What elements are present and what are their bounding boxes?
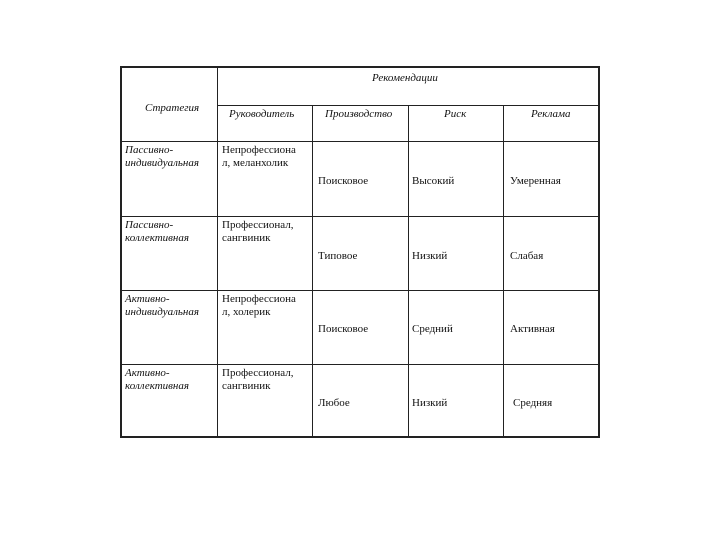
grid-line (122, 290, 600, 291)
row-leader (222, 144, 296, 170)
strategy-line-2: коллективная (125, 380, 189, 392)
row-leader (222, 293, 296, 319)
row-advertising: Слабая (510, 250, 544, 262)
row-production: Поисковое (318, 175, 369, 187)
strategy-line-1: Активно- (125, 367, 170, 379)
row-strategy (125, 219, 189, 245)
row-risk: Высокий (412, 175, 455, 187)
header-production: Производство (325, 108, 393, 120)
header-strategy: Стратегия (145, 102, 200, 114)
grid-line (217, 68, 218, 438)
row-strategy (125, 293, 199, 319)
row-production: Поисковое (318, 323, 369, 335)
header-advertising: Реклама (531, 108, 571, 120)
row-risk: Низкий (412, 250, 448, 262)
header-recommendations: Рекомендации (372, 72, 438, 84)
leader-line-1: Непрофессиона (222, 293, 296, 305)
grid-line (122, 216, 600, 217)
grid-line (503, 105, 504, 438)
leader-line-2: л, холерик (222, 306, 271, 318)
leader-line-1: Непрофессиона (222, 144, 296, 156)
leader-line-1: Профессионал, (222, 367, 294, 379)
row-production: Типовое (318, 250, 358, 262)
strategy-line-2: индивидуальная (125, 306, 199, 318)
grid-line (122, 141, 600, 142)
grid-line (122, 364, 600, 365)
row-risk: Средний (412, 323, 453, 335)
strategy-line-2: коллективная (125, 232, 189, 244)
leader-line-2: сангвиник (222, 380, 271, 392)
strategy-line-1: Пассивно- (125, 144, 174, 156)
leader-line-2: сангвиник (222, 232, 271, 244)
strategy-line-1: Пассивно- (125, 219, 174, 231)
row-advertising: Умеренная (510, 175, 561, 187)
strategy-line-1: Активно- (125, 293, 170, 305)
row-advertising: Активная (510, 323, 555, 335)
grid-line (408, 105, 409, 438)
row-leader (222, 219, 293, 245)
header-leader: Руководитель (229, 108, 295, 120)
recommendations-table (120, 66, 600, 438)
row-strategy (125, 367, 189, 393)
row-strategy (125, 144, 199, 170)
row-leader (222, 367, 293, 393)
header-risk: Риск (444, 108, 467, 120)
row-risk: Низкий (412, 397, 448, 409)
leader-line-2: л, меланхолик (222, 157, 289, 169)
row-advertising: Средняя (513, 397, 553, 409)
strategy-line-2: индивидуальная (125, 157, 199, 169)
grid-line (312, 105, 313, 438)
leader-line-1: Профессионал, (222, 219, 294, 231)
row-production: Любое (318, 397, 350, 409)
